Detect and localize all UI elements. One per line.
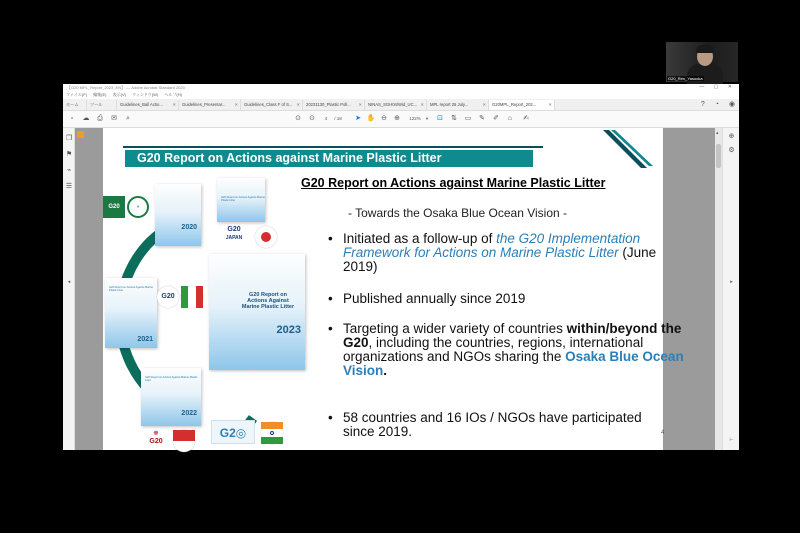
right-tools-rail xyxy=(722,128,739,450)
g20-logo-2019: G20 xyxy=(103,196,125,218)
expand-panel-icon[interactable]: ▸ xyxy=(730,279,733,285)
banner-underline xyxy=(123,146,543,148)
g20-india-logo: G2◎ xyxy=(211,420,255,444)
tab-tools[interactable]: ツール xyxy=(87,100,117,110)
g20-japan-logo: G20 JAPAN xyxy=(225,226,243,241)
document-viewport xyxy=(75,128,722,450)
slide-banner xyxy=(125,150,533,167)
scroll-up-icon[interactable]: ▴ xyxy=(716,130,719,136)
chevron-down-icon[interactable]: ▾ xyxy=(425,116,429,121)
bullet-dot-icon: • xyxy=(328,291,333,306)
bullet-published: • Published annually since 2019 xyxy=(328,291,526,306)
menu-view[interactable]: 表示(V) xyxy=(112,92,126,97)
bullet-dot-icon: • xyxy=(328,321,333,336)
tab-bar xyxy=(63,99,739,111)
japan-flag-icon xyxy=(255,226,277,248)
email-icon[interactable]: ✉ xyxy=(111,115,117,122)
zoom-in-icon[interactable]: ⊕ xyxy=(394,115,400,122)
tab-document[interactable]: 20231130_Plastic Poll... ✕ xyxy=(303,100,365,110)
highlight-icon[interactable]: ✐ xyxy=(493,115,499,122)
comment-icon[interactable]: ▭ xyxy=(464,115,472,122)
tab-home[interactable]: ホーム xyxy=(63,100,87,110)
cloud-upload-icon[interactable]: ☁ xyxy=(82,115,90,122)
comment-badge-icon[interactable] xyxy=(77,131,84,138)
scrollbar-thumb[interactable] xyxy=(716,144,721,168)
close-icon[interactable]: ✕ xyxy=(420,102,424,107)
bullet-dot-icon: • xyxy=(328,231,333,246)
tab-document[interactable]: MPL report 25 July... ✕ xyxy=(427,100,489,110)
bullet-targeting: • Targeting a wider variety of countries within/beyond the G20, including the countries, regions, international organizations and NGOs sharing the Osaka Blue Ocean Vision. xyxy=(328,321,684,378)
panel-toggle-icon[interactable]: ⊢ xyxy=(729,437,734,443)
osaka-vision-text: Osaka Blue Ocean Vision xyxy=(343,349,684,378)
italy-flag-icon xyxy=(181,286,203,308)
tab-document[interactable]: Guidelines_Presentar... ✕ xyxy=(179,100,241,110)
g20-italy-logo: G20 xyxy=(157,286,179,308)
tools-settings-icon[interactable]: ⚙ xyxy=(728,147,735,154)
close-icon[interactable]: ✕ xyxy=(172,102,176,107)
next-page-icon[interactable]: ⊙ xyxy=(309,115,315,122)
tab-document-active[interactable]: G20MPL_Report_202... ✕ xyxy=(489,100,555,110)
edit-icon[interactable]: ✍ xyxy=(523,115,529,122)
webcam-tile xyxy=(666,42,738,82)
hand-tool-icon[interactable]: ✋ xyxy=(366,115,376,122)
report-cover-2021: G20 Report on Actions Against Marine Plastic Litter 2021 xyxy=(105,278,157,348)
bookmark-icon[interactable]: ⚑ xyxy=(65,151,73,158)
menu-window[interactable]: ウィンドウ(W) xyxy=(132,92,159,97)
close-icon[interactable]: ✕ xyxy=(548,102,552,107)
pdf-page xyxy=(103,128,684,450)
left-navigation-rail xyxy=(63,128,75,450)
vertical-scrollbar[interactable] xyxy=(715,128,722,450)
select-cursor-icon[interactable]: ➤ xyxy=(355,115,361,122)
tab-document[interactable]: Guidelines_Ball Actio... ✕ xyxy=(117,100,179,110)
page-total: / 18 xyxy=(334,116,342,121)
help-icon[interactable]: ? xyxy=(700,101,705,108)
attachment-icon[interactable]: ⌁ xyxy=(66,167,72,174)
tab-document[interactable]: NINAS_SGH04/Wid_UC... ✕ xyxy=(365,100,427,110)
menu-bar xyxy=(63,91,739,99)
report-covers-collage xyxy=(103,168,303,450)
bullet-participants: • 58 countries and 16 IOs / NGOs have participated since 2019. xyxy=(328,410,642,439)
participant-hair xyxy=(696,45,714,53)
zoom-out-icon[interactable]: ⊖ xyxy=(381,115,387,122)
acrobat-window xyxy=(63,84,739,450)
close-icon[interactable]: ✕ xyxy=(234,102,238,107)
page-thumbnails-icon[interactable]: ❐ xyxy=(65,135,73,142)
zoom-icon[interactable]: ⊕ xyxy=(728,133,735,140)
report-cover-2020: 2020 xyxy=(155,184,201,246)
scroll-mode-icon[interactable]: ⇅ xyxy=(451,115,457,122)
report-cover-2019: G20 Report on Actions Against Marine Plastic Litter xyxy=(217,178,265,222)
menu-file[interactable]: ファイル(F) xyxy=(66,92,88,97)
slide-page-number: 4 xyxy=(661,430,665,436)
bullet-followup: • Initiated as a follow-up of the G20 Implementation Framework for Actions on Marine Plastic Litter (June 2019) xyxy=(328,231,657,274)
window-controls[interactable]: — ▢ ✕ xyxy=(699,84,736,90)
fit-page-icon[interactable]: ⊡ xyxy=(437,115,443,122)
notification-icon[interactable]: ◔ xyxy=(714,101,719,108)
new-file-icon[interactable]: ▫ xyxy=(70,115,74,122)
pen-icon[interactable]: ✎ xyxy=(479,115,485,122)
zoom-level[interactable]: 122% xyxy=(409,116,421,121)
account-icon[interactable]: ◉ xyxy=(728,101,735,108)
slide-subtitle: - Towards the Osaka Blue Ocean Vision - xyxy=(348,206,567,220)
close-icon[interactable]: ✕ xyxy=(358,102,362,107)
report-cover-2023: G20 Report on Actions Against Marine Plastic Litter 2023 xyxy=(209,254,305,370)
search-icon[interactable]: ⌕ xyxy=(126,115,130,122)
window-title: 【G20 MPL_Report_2023_EN】 — Adobe Acrobat Standard 2020 xyxy=(67,85,185,90)
slide-title: G20 Report on Actions against Marine Plastic Litter xyxy=(301,176,606,190)
close-icon[interactable]: ✕ xyxy=(482,102,486,107)
report-cover-2022: G20 Report on Actions Against Marine Plastic Litter 2022 xyxy=(141,368,201,426)
india-flag-icon xyxy=(261,422,283,444)
print-icon[interactable]: ⎙ xyxy=(97,115,103,122)
banner-title: G20 Report on Actions against Marine Plastic Litter xyxy=(137,151,442,165)
stamp-icon[interactable]: ⌂ xyxy=(507,115,513,122)
bullet-dot-icon: • xyxy=(328,410,333,425)
report-2023-title: G20 Report on Actions Against Marine Plastic Litter xyxy=(241,292,295,310)
layers-icon[interactable]: ☰ xyxy=(65,183,73,190)
collapse-panel-icon[interactable]: ◂ xyxy=(67,279,71,285)
indonesia-flag-icon xyxy=(173,430,195,452)
tabbar-right-icons xyxy=(693,100,735,110)
g20-indonesia-logo: ☸ G20 xyxy=(149,431,163,445)
window-titlebar xyxy=(63,84,739,91)
prev-page-icon[interactable]: ⊙ xyxy=(295,115,301,122)
close-icon[interactable]: ✕ xyxy=(296,102,300,107)
main-toolbar xyxy=(63,111,739,128)
banner-swoosh-icon xyxy=(603,128,663,170)
participant-body xyxy=(687,64,723,84)
menu-help[interactable]: ヘルプ(H) xyxy=(164,92,182,97)
participant-name: G20_Ren_Yasuoka xyxy=(668,76,703,81)
menu-edit[interactable]: 編集(E) xyxy=(93,92,107,97)
saudi-g20-logo: ⚜ xyxy=(127,196,149,218)
tab-document[interactable]: Guidelines_Class F of S... ✕ xyxy=(241,100,303,110)
framework-link-text: the G20 Implementation Framework for Actions on Marine Plastic Litter xyxy=(343,231,641,260)
page-number-input[interactable]: 4 xyxy=(324,116,328,121)
